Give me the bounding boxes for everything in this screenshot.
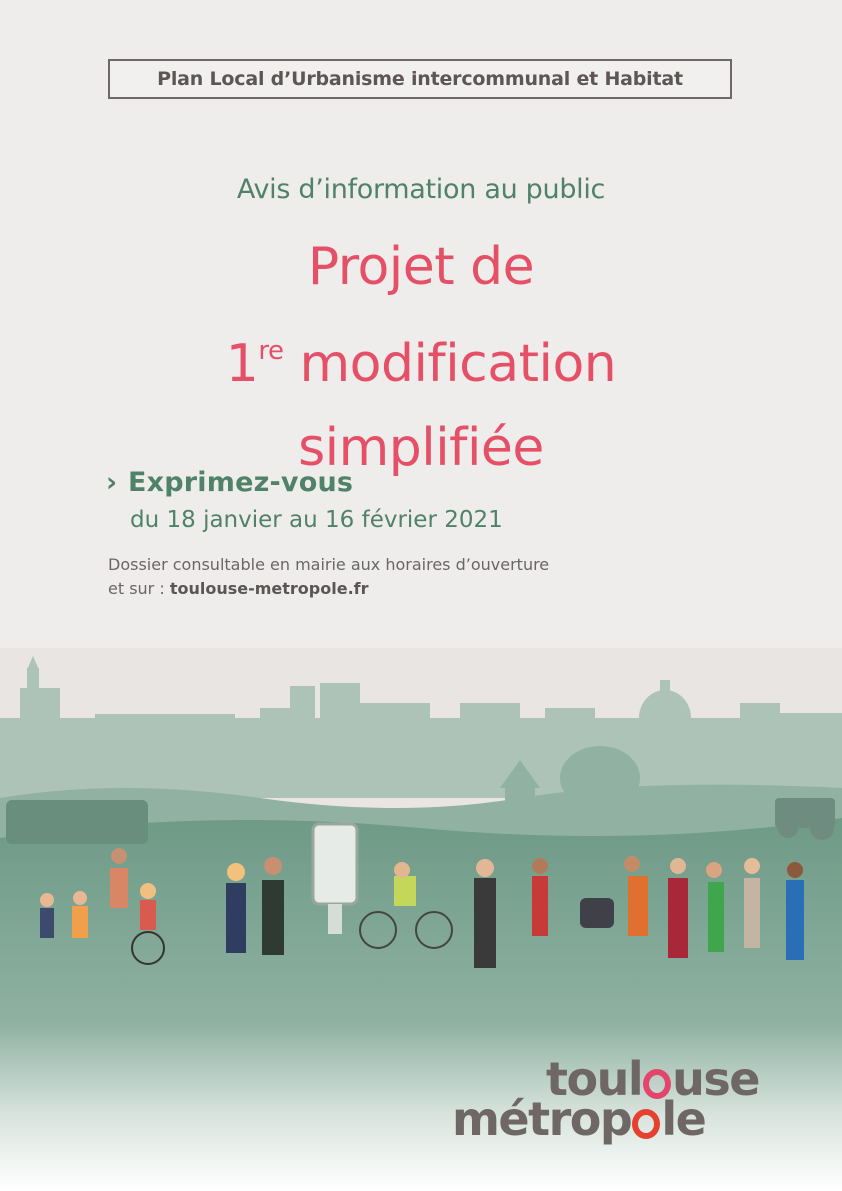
logo-text-use: use <box>672 1052 759 1106</box>
notice-subtitle: Avis d’information au public <box>236 174 606 205</box>
plan-title-box <box>108 59 732 99</box>
bus <box>6 800 148 844</box>
dossier-prefix: et sur : <box>108 579 170 598</box>
logo-line-2 <box>452 1092 705 1146</box>
consultation-heading <box>106 467 353 498</box>
website-link[interactable]: toulouse-metropole.fr <box>169 579 369 598</box>
chevron-right-icon: › <box>106 467 118 498</box>
city-illustration <box>0 648 842 1191</box>
dossier-line-2 <box>108 577 549 601</box>
dossier-line-1: Dossier consultable en mairie aux horaires d’ouverture <box>108 555 550 574</box>
plan-title: Plan Local d’Urbanisme intercommunal et Habitat <box>157 68 683 90</box>
notice-title <box>0 225 842 490</box>
dossier-info <box>108 553 549 601</box>
title-superscript: re <box>258 336 284 366</box>
title-line-3: simplifiée <box>298 418 544 478</box>
heading-text: Exprimez-vous <box>128 467 354 498</box>
logo-ring-red <box>632 1109 660 1139</box>
title-line-1: Projet de <box>307 237 535 297</box>
title-line-2 <box>0 309 842 406</box>
consultation-dates: du 18 janvier au 16 février 2021 <box>130 507 503 533</box>
title-line-2-rest: modification <box>283 334 617 394</box>
logo-text-toul: toul <box>546 1052 643 1106</box>
title-number: 1 <box>225 334 259 394</box>
logo-text-metrop: métrop <box>452 1092 632 1146</box>
logo-text-le: le <box>661 1092 706 1146</box>
